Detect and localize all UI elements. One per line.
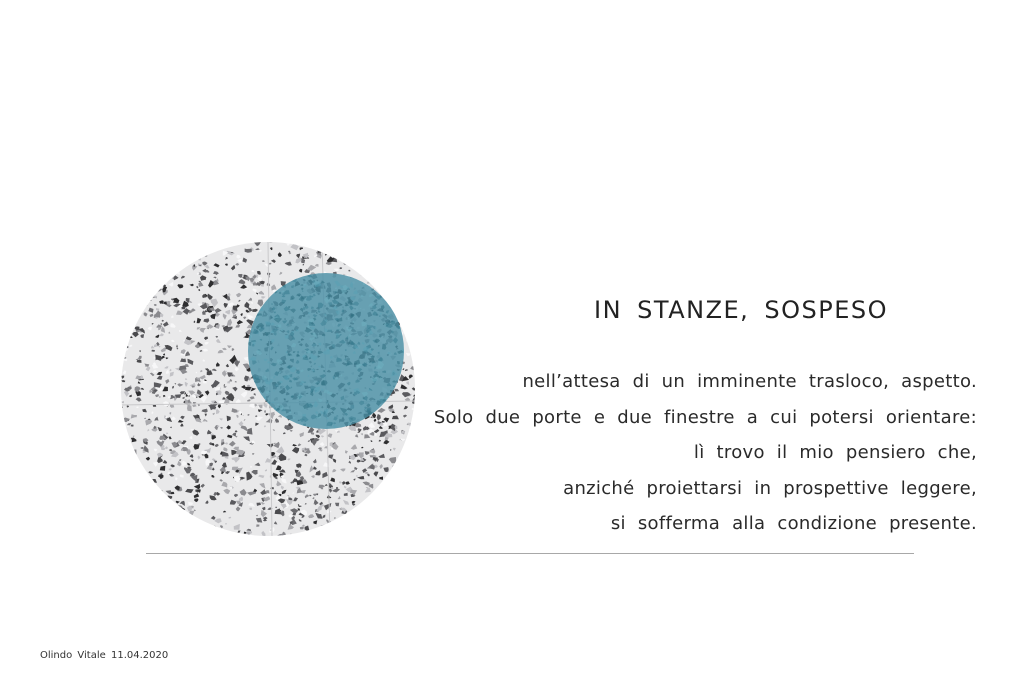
poem-title: IN STANZE, SOSPESO bbox=[594, 296, 889, 324]
poem-line: anziché proiettarsi in prospettive leggere, bbox=[563, 477, 977, 499]
divider-line bbox=[146, 553, 914, 554]
poem-line: Solo due porte e due finestre a cui potersi orientare: bbox=[433, 406, 977, 428]
poem-text bbox=[377, 364, 977, 542]
poem-line: lì trovo il mio pensiero che, bbox=[693, 442, 977, 463]
poem-line: nell’attesa di un imminente trasloco, aspetto. bbox=[522, 371, 977, 392]
author-date: Olindo Vitale 11.04.2020 bbox=[40, 650, 169, 661]
poem-line: si sofferma alla condizione presente. bbox=[610, 513, 977, 534]
